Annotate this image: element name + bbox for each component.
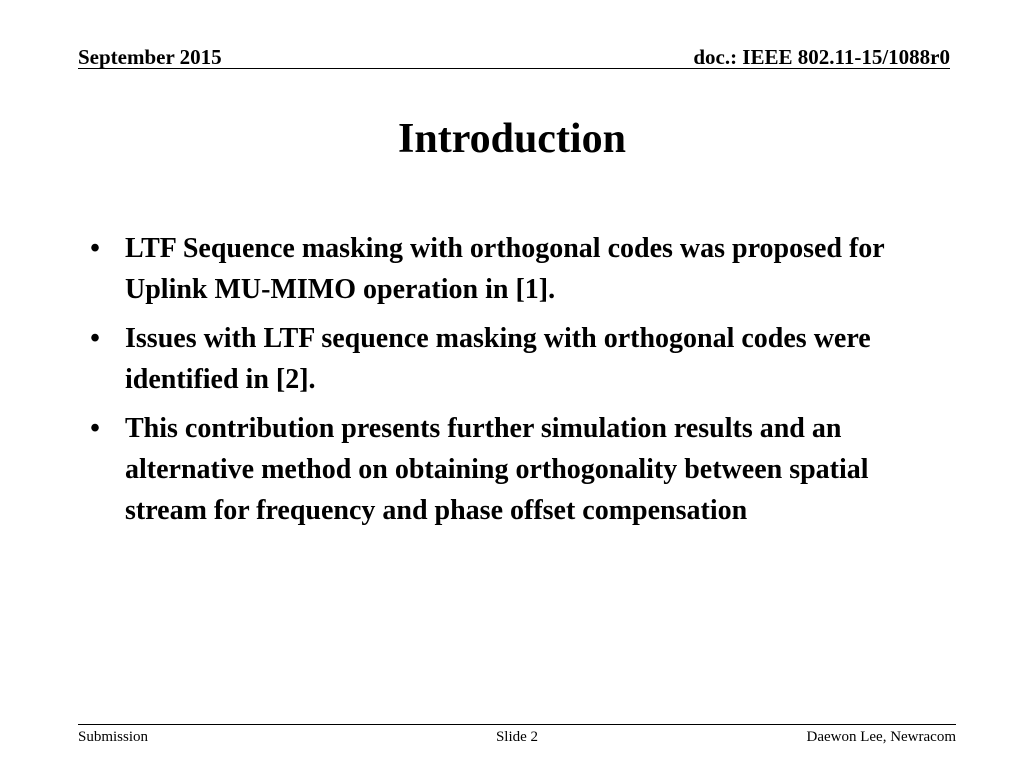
footer-author: Daewon Lee, Newracom [806,729,956,745]
bullet-text: This contribution presents further simulation results and an alternative method on obtaining orthogonality between spatial stream for frequency and phase offset compensation [125,413,869,526]
bullet-text: LTF Sequence masking with orthogonal codes was proposed for Uplink MU-MIMO operation in [1]. [125,233,885,305]
header-date: September 2015 [78,45,222,69]
bullet-item [85,318,935,400]
bullet-text: Issues with LTF sequence masking with orthogonal codes were identified in [2]. [125,323,871,395]
header-doc-id: doc.: IEEE 802.11-15/1088r0 [693,45,950,69]
bullet-item [85,408,935,531]
footer-slide-number: Slide 2 [495,729,539,745]
header-divider [78,68,950,69]
bullet-list [85,228,935,539]
footer-submission: Submission [78,729,149,745]
bullet-item [85,228,935,310]
slide-title: Introduction [398,116,626,162]
bullet-dot-icon: • [90,413,100,444]
bullet-dot-icon: • [90,323,100,354]
footer-divider [78,724,956,725]
bullet-dot-icon: • [90,233,100,264]
